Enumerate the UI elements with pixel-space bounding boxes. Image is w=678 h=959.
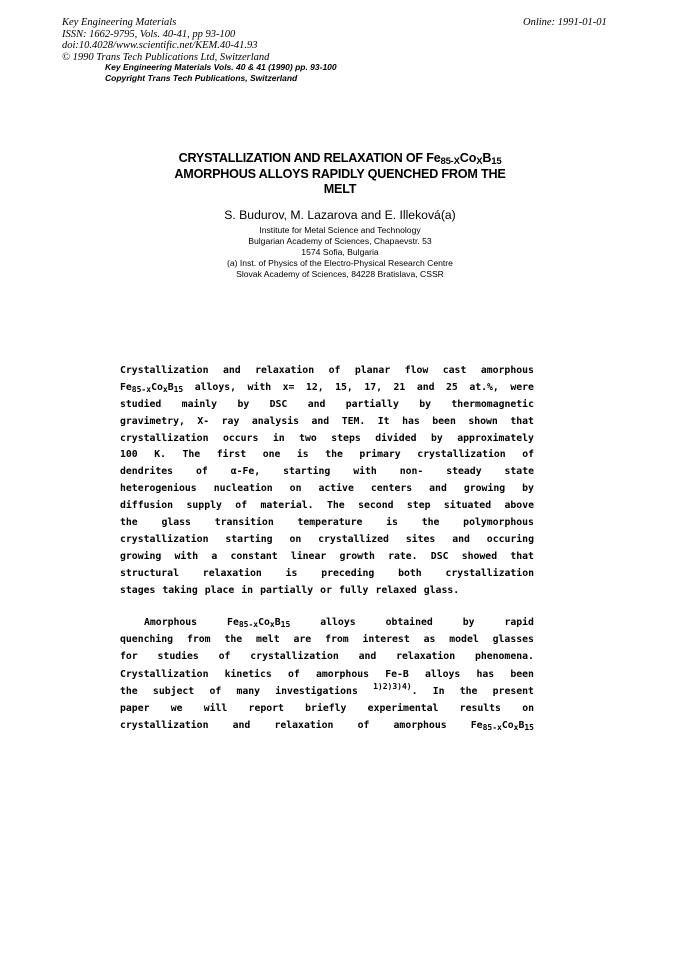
abstract-line: diffusion supply of material. The second step situated above	[120, 500, 534, 512]
abstract-line: crystallization starting on crystallized sites and occuring	[120, 533, 534, 545]
title-line-2: AMORPHOUS ALLOYS RAPIDLY QUENCHED FROM THE	[174, 166, 506, 181]
abstract-line: $Fe_{85-x}Co_xB_{15}$ alloys, with x= 12, 15, 17, 21 and 25 at.%, were	[120, 381, 534, 394]
abstract-line: gravimetry, X- ray analysis and TEM. It has been shown that	[120, 415, 534, 427]
abstract	[120, 363, 534, 599]
abstract-line: stages taking place in partially or fully relaxed glass.	[120, 584, 460, 596]
abstract-line: structural relaxation is preceding both crystallization	[120, 567, 534, 579]
title-line-3: MELT	[323, 182, 357, 196]
online-date: Online: 1991-01-01	[523, 17, 607, 28]
abstract-line: heterogenious nucleation on active centers and growing by	[120, 483, 534, 495]
title-line-1: CRYSTALLIZATION AND RELAXATION OF $Fe_{85-X}Co_XB_{15}$	[178, 151, 502, 167]
journal-name: Key Engineering Materials	[62, 17, 177, 28]
journal-stamp: Key Engineering Materials Vols. 40 & 41 (1990) pp. 93-100	[105, 62, 337, 72]
intro-line: paper we will report briefly experimental results on	[120, 702, 534, 714]
copyright-line: © 1990 Trans Tech Publications Ltd, Switzerland	[62, 51, 270, 63]
affiliations	[110, 225, 570, 280]
intro-line: the subject of many investigations $^{1)2)3)4)}$. In the present	[120, 681, 534, 697]
intro-line: crystallization and relaxation of amorphous $Fe_{85-x}Co_xB_{15}$	[120, 720, 534, 733]
abstract-line: Crystallization and relaxation of planar flow cast amorphous	[120, 365, 534, 376]
abstract-line: 100 K. The first one is the primary crystallization of	[120, 449, 534, 461]
author-list: S. Budurov, M. Lazarova and E. Illeková(a)	[224, 208, 456, 222]
paper-title	[110, 151, 570, 198]
affiliation-line: Slovak Academy of Sciences, 84228 Bratislava, CSSR	[236, 269, 444, 279]
intro-line: Crystallization kinetics of amorphous Fe-B alloys has been	[120, 668, 534, 680]
introduction	[120, 614, 534, 734]
copyright-stamp: Copyright Trans Tech Publications, Switzerland	[105, 73, 298, 83]
abstract-line: growing with a constant linear growth rate. DSC showed that	[120, 550, 534, 562]
affiliation-line: (a) Inst. of Physics of the Electro-Physical Research Centre	[227, 258, 453, 268]
abstract-line: dendrites of α-Fe, starting with non- steady state	[120, 466, 534, 478]
intro-line: quenching from the melt are from interest as model glasses	[120, 634, 534, 646]
intro-line: for studies of crystallization and relaxation phenomena.	[120, 651, 534, 663]
affiliation-line: 1574 Sofia, Bulgaria	[301, 247, 379, 257]
intro-line: Amorphous $Fe_{85-x}Co_xB_{15}$ alloys obtained by rapid	[144, 617, 534, 629]
doi-line: doi:10.4028/www.scientific.net/KEM.40-41.93	[62, 40, 258, 51]
abstract-line: the glass transition temperature is the polymorphous	[120, 517, 534, 529]
abstract-line: crystallization occurs in two steps divided by approximately	[120, 432, 534, 444]
affiliation-line: Institute for Metal Science and Technology	[259, 225, 421, 235]
affiliation-line: Bulgarian Academy of Sciences, Chapaevstr. 53	[248, 236, 432, 246]
abstract-line: studied mainly by DSC and partially by thermomagnetic	[120, 398, 534, 410]
publication-info	[62, 17, 269, 63]
issn-line: ISSN: 1662-9795, Vols. 40-41, pp 93-100	[62, 28, 236, 40]
